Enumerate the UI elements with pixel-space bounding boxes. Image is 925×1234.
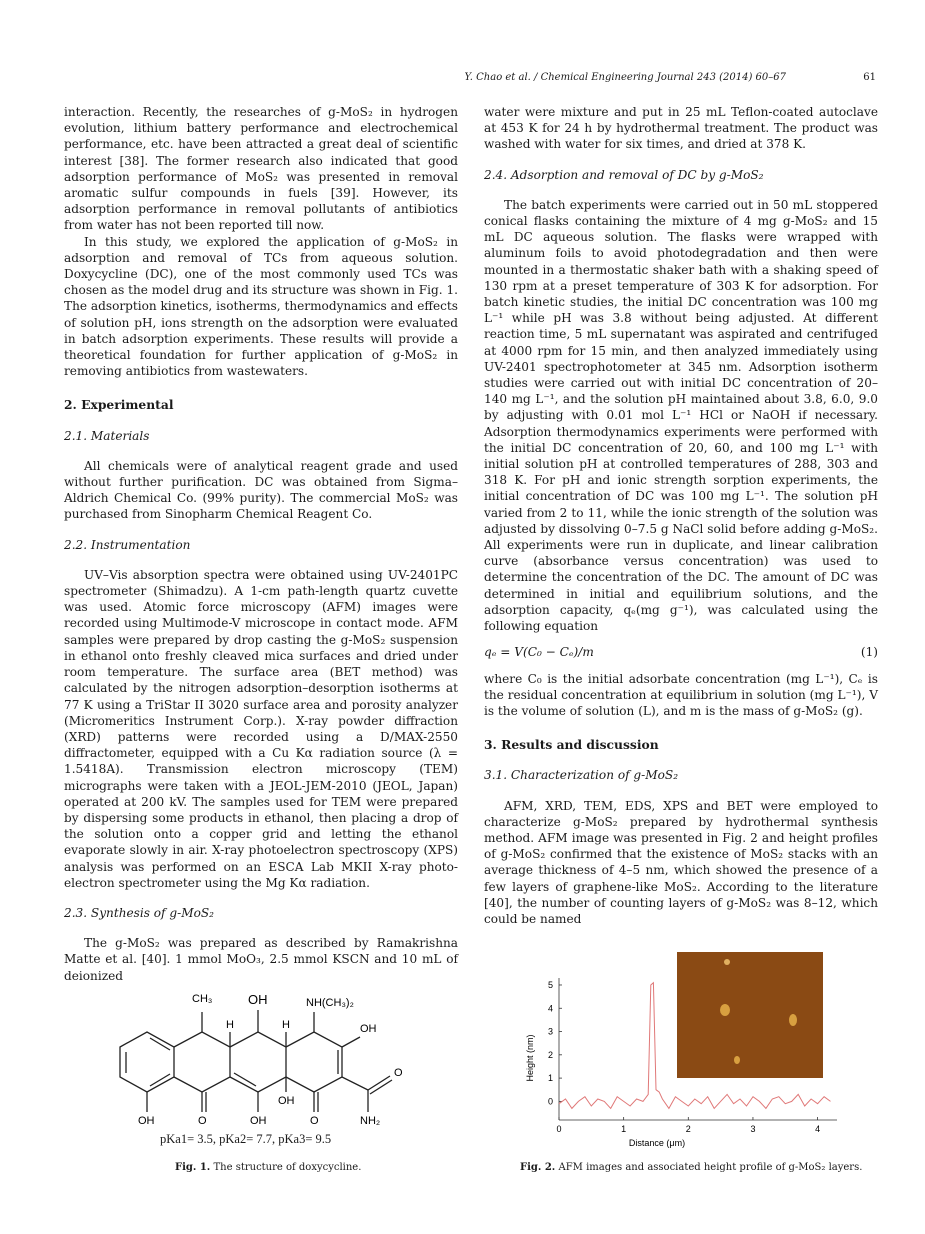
running-header: Y. Chao et al. / Chemical Engineering Journal 243 (2014) 60–67	[464, 72, 786, 83]
afm-flake	[734, 1056, 740, 1064]
label-oh-mid: OH	[278, 1095, 295, 1107]
paragraph: UV–Vis absorption spectra were obtained using UV-2401PC spectrometer (Shimadzu). A 1-cm path-length quartz cuvette was used. Atomic force microscopy (AFM) images were recorded using Multimode-V microscope in contact mode. AFM samples were prepared by drop casting the g-MoS₂ suspension in ethanol onto freshly cleaved mica surfaces and dried under room temperature. The surface area (BET method) was calculated by the nitrogen adsorption–desorption isotherms at 77 K using a TriStar II 3020 surface area and porosity analyzer (Micromeritics Instrument Corp.). X-ray powder diffraction (XRD) patterns were recorded using a D/MAX-2550 diffractometer, equipped with a Cu Kα radiation source (λ = 1.5418A). Transmission electron microscopy (TEM) micrographs were taken with a JEOL-JEM-2010 (JEOL, Japan) operated at 200 kV. The samples used for TEM were prepared by dispersing some products in ethanol, then placing a drop of the solution onto a copper grid and letting the ethanol evaporate slowly in air. X-ray photoelectron spectroscopy (XPS) analysis was performed on an ESCA Lab MKII X-ray photo-electron spectrometer using the Mg Kα radiation.	[64, 567, 458, 890]
label-oh-b1: OH	[138, 1115, 155, 1127]
y-tick-label: 5	[547, 979, 553, 990]
doxycycline-structure	[110, 952, 440, 1152]
x-tick-label: 0	[556, 1124, 562, 1134]
subsection-heading: 2.4. Adsorption and removal of DC by g-MoS₂	[484, 167, 764, 182]
paragraph: interaction. Recently, the researches of g-MoS₂ in hydrogen evolution, lithium battery performance and electrochemical performance, etc. have been attracted a great deal of scientific interest [38]. The former research also indicated that good adsorption performance of MoS₂ was presented in removal aromatic sulfur compounds in fuels [39]. However, its adsorption performance in removal pollutants of antibiotics from water has not been reported till now.	[64, 105, 458, 233]
label-nh2: NH₂	[360, 1115, 381, 1127]
page-header	[62, 72, 876, 88]
caption-text: AFM images and associated height profile of g-MoS₂ layers.	[558, 1162, 863, 1173]
subsection-heading: 2.1. Materials	[64, 428, 150, 443]
right-column	[484, 104, 878, 927]
x-tick-label: 2	[685, 1124, 691, 1134]
y-axis-label: Height (nm)	[525, 1034, 535, 1082]
paragraph: In this study, we explored the application of g-MoS₂ in adsorption and removal of TCs from aqueous solution. Doxycycline (DC), one of the most commonly used TCs was chosen as the model drug and its structure was shown in Fig. 1. The adsorption kinetics, isotherms, thermodynamics and effects of solution pH, ions strength on the adsorption were evaluated in batch adsorption experiments. These results will provide a theoretical foundation for further application of g-MoS₂ in removing antibiotics from wastewaters.	[64, 234, 458, 379]
afm-image	[677, 952, 823, 1078]
y-tick-label: 0	[547, 1096, 553, 1107]
label-o-b2: O	[198, 1115, 207, 1127]
label-h1: H	[226, 1019, 234, 1031]
paragraph: where C₀ is the initial adsorbate concentration (mg L⁻¹), Cₑ is the residual concentration at equilibrium in solution (mg L⁻¹), V is the volume of solution (L), and m is the mass of g-MoS₂ (g).	[484, 671, 878, 718]
label-oh-top: OH	[248, 992, 268, 1007]
label-h2: H	[282, 1019, 290, 1031]
x-tick-label: 1	[621, 1124, 627, 1134]
x-tick-label: 3	[750, 1124, 756, 1134]
section-heading: 3. Results and discussion	[484, 737, 659, 753]
caption-text: The structure of doxycycline.	[213, 1162, 362, 1173]
x-axis-label: Distance (μm)	[628, 1138, 686, 1148]
equation-body: qₑ = V(C₀ − Cₑ)/m	[484, 645, 594, 660]
section-heading: 2. Experimental	[64, 397, 174, 413]
afm-flake	[720, 1004, 730, 1016]
paragraph: The g-MoS₂ was prepared as described by Ramakrishna Matte et al. [40]. 1 mmol MoO₃, 2.5 mmol KSCN and 10 mL of deionized	[64, 936, 458, 983]
afm-height-profile-chart	[515, 948, 855, 1153]
subsection-heading: 3.1. Characterization of g-MoS₂	[484, 768, 679, 783]
equation	[484, 644, 878, 660]
label-o-b4: O	[310, 1115, 319, 1127]
label-ch3: CH₃	[192, 993, 213, 1005]
equation-number: (1)	[860, 645, 878, 660]
caption-label: Fig. 2.	[520, 1162, 556, 1173]
subsection-heading: 2.2. Instrumentation	[64, 537, 191, 552]
label-oh-right: OH	[360, 1023, 377, 1035]
label-o-amide: O	[394, 1067, 403, 1079]
label-oh-b3: OH	[250, 1115, 267, 1127]
y-tick-label: 4	[547, 1003, 553, 1014]
figure-1-caption	[175, 1162, 361, 1173]
paragraph: AFM, XRD, TEM, EDS, XPS and BET were employed to characterize g-MoS₂ prepared by hydrothermal synthesis method. AFM image was presented in Fig. 2 and height profiles of g-MoS₂ confirmed that the existence of MoS₂ stacks with an average thickness of 4–5 nm, which showed the presence of a few layers of graphene-like MoS₂. According to the literature [40], the number of counting layers of g-MoS₂ was 8–12, which could be named	[484, 798, 878, 926]
left-column	[64, 104, 458, 984]
figure-2-caption	[520, 1162, 862, 1173]
page-number: 61	[863, 72, 876, 83]
y-tick-label: 3	[547, 1026, 553, 1037]
paragraph: All chemicals were of analytical reagent grade and used without further purification. DC was obtained from Sigma–Aldrich Chemical Co. (99% purity). The commercial MoS₂ was purchased from Sinopharm Chemical Reagent Co.	[64, 458, 458, 522]
y-tick-label: 1	[547, 1073, 553, 1084]
label-nme2: NH(CH₃)₂	[306, 997, 354, 1009]
afm-flake	[789, 1014, 797, 1026]
x-tick-label: 4	[815, 1124, 821, 1134]
paragraph: The batch experiments were carried out in 50 mL stoppered conical flasks containing the mixture of 4 mg g-MoS₂ and 15 mL DC aqueous solution. The flasks were wrapped with aluminum foils to avoid photodegradation and then were mounted in a thermostatic shaker bath with a shaking speed of 130 rpm at a preset temperature of 303 K for adsorption. For batch kinetic studies, the initial DC concentration was 100 mg L⁻¹ while pH was 3.8 without being adjusted. At different reaction time, 5 mL supernatant was aspirated and centrifuged at 4000 rpm for 15 min, and then analyzed immediately using UV-2401 spectrophotometer at 345 nm. Adsorption isotherm studies were carried out with initial DC concentration of 20–140 mg L⁻¹, and the solution pH maintained about 3.8, 6.0, 9.0 by adjusting with 0.01 mol L⁻¹ HCl or NaOH if necessary. Adsorption thermodynamics experiments were performed with the initial DC concentration of 20, 60, and 100 mg L⁻¹ with initial solution pH at controlled temperatures of 288, 303 and 318 K. For pH and ionic strength sorption experiments, the initial concentration of DC was 100 mg L⁻¹. The solution pH varied from 2 to 11, while the ionic strength of the solution was adjusted by dissolving 0–7.5 g NaCl solid before adding g-MoS₂. All experiments were run in duplicate, and linear calibration curve (absorbance versus concentration) was used to determine the concentration of the DC. The amount of DC was determined in initial and equilibrium solutions, and the adsorption capacity, qₑ(mg g⁻¹), was calculated using the following equation	[484, 197, 878, 634]
paragraph: water were mixture and put in 25 mL Teflon-coated autoclave at 453 K for 24 h by hydrothermal treatment. The product was washed with water for six times, and dried at 378 K.	[484, 105, 878, 152]
subsection-heading: 2.3. Synthesis of g-MoS₂	[64, 905, 214, 920]
afm-flake	[724, 959, 730, 965]
pka-values: pKa1= 3.5, pKa2= 7.7, pKa3= 9.5	[160, 1132, 332, 1146]
caption-label: Fig. 1.	[175, 1162, 211, 1173]
y-tick-label: 2	[547, 1049, 553, 1060]
